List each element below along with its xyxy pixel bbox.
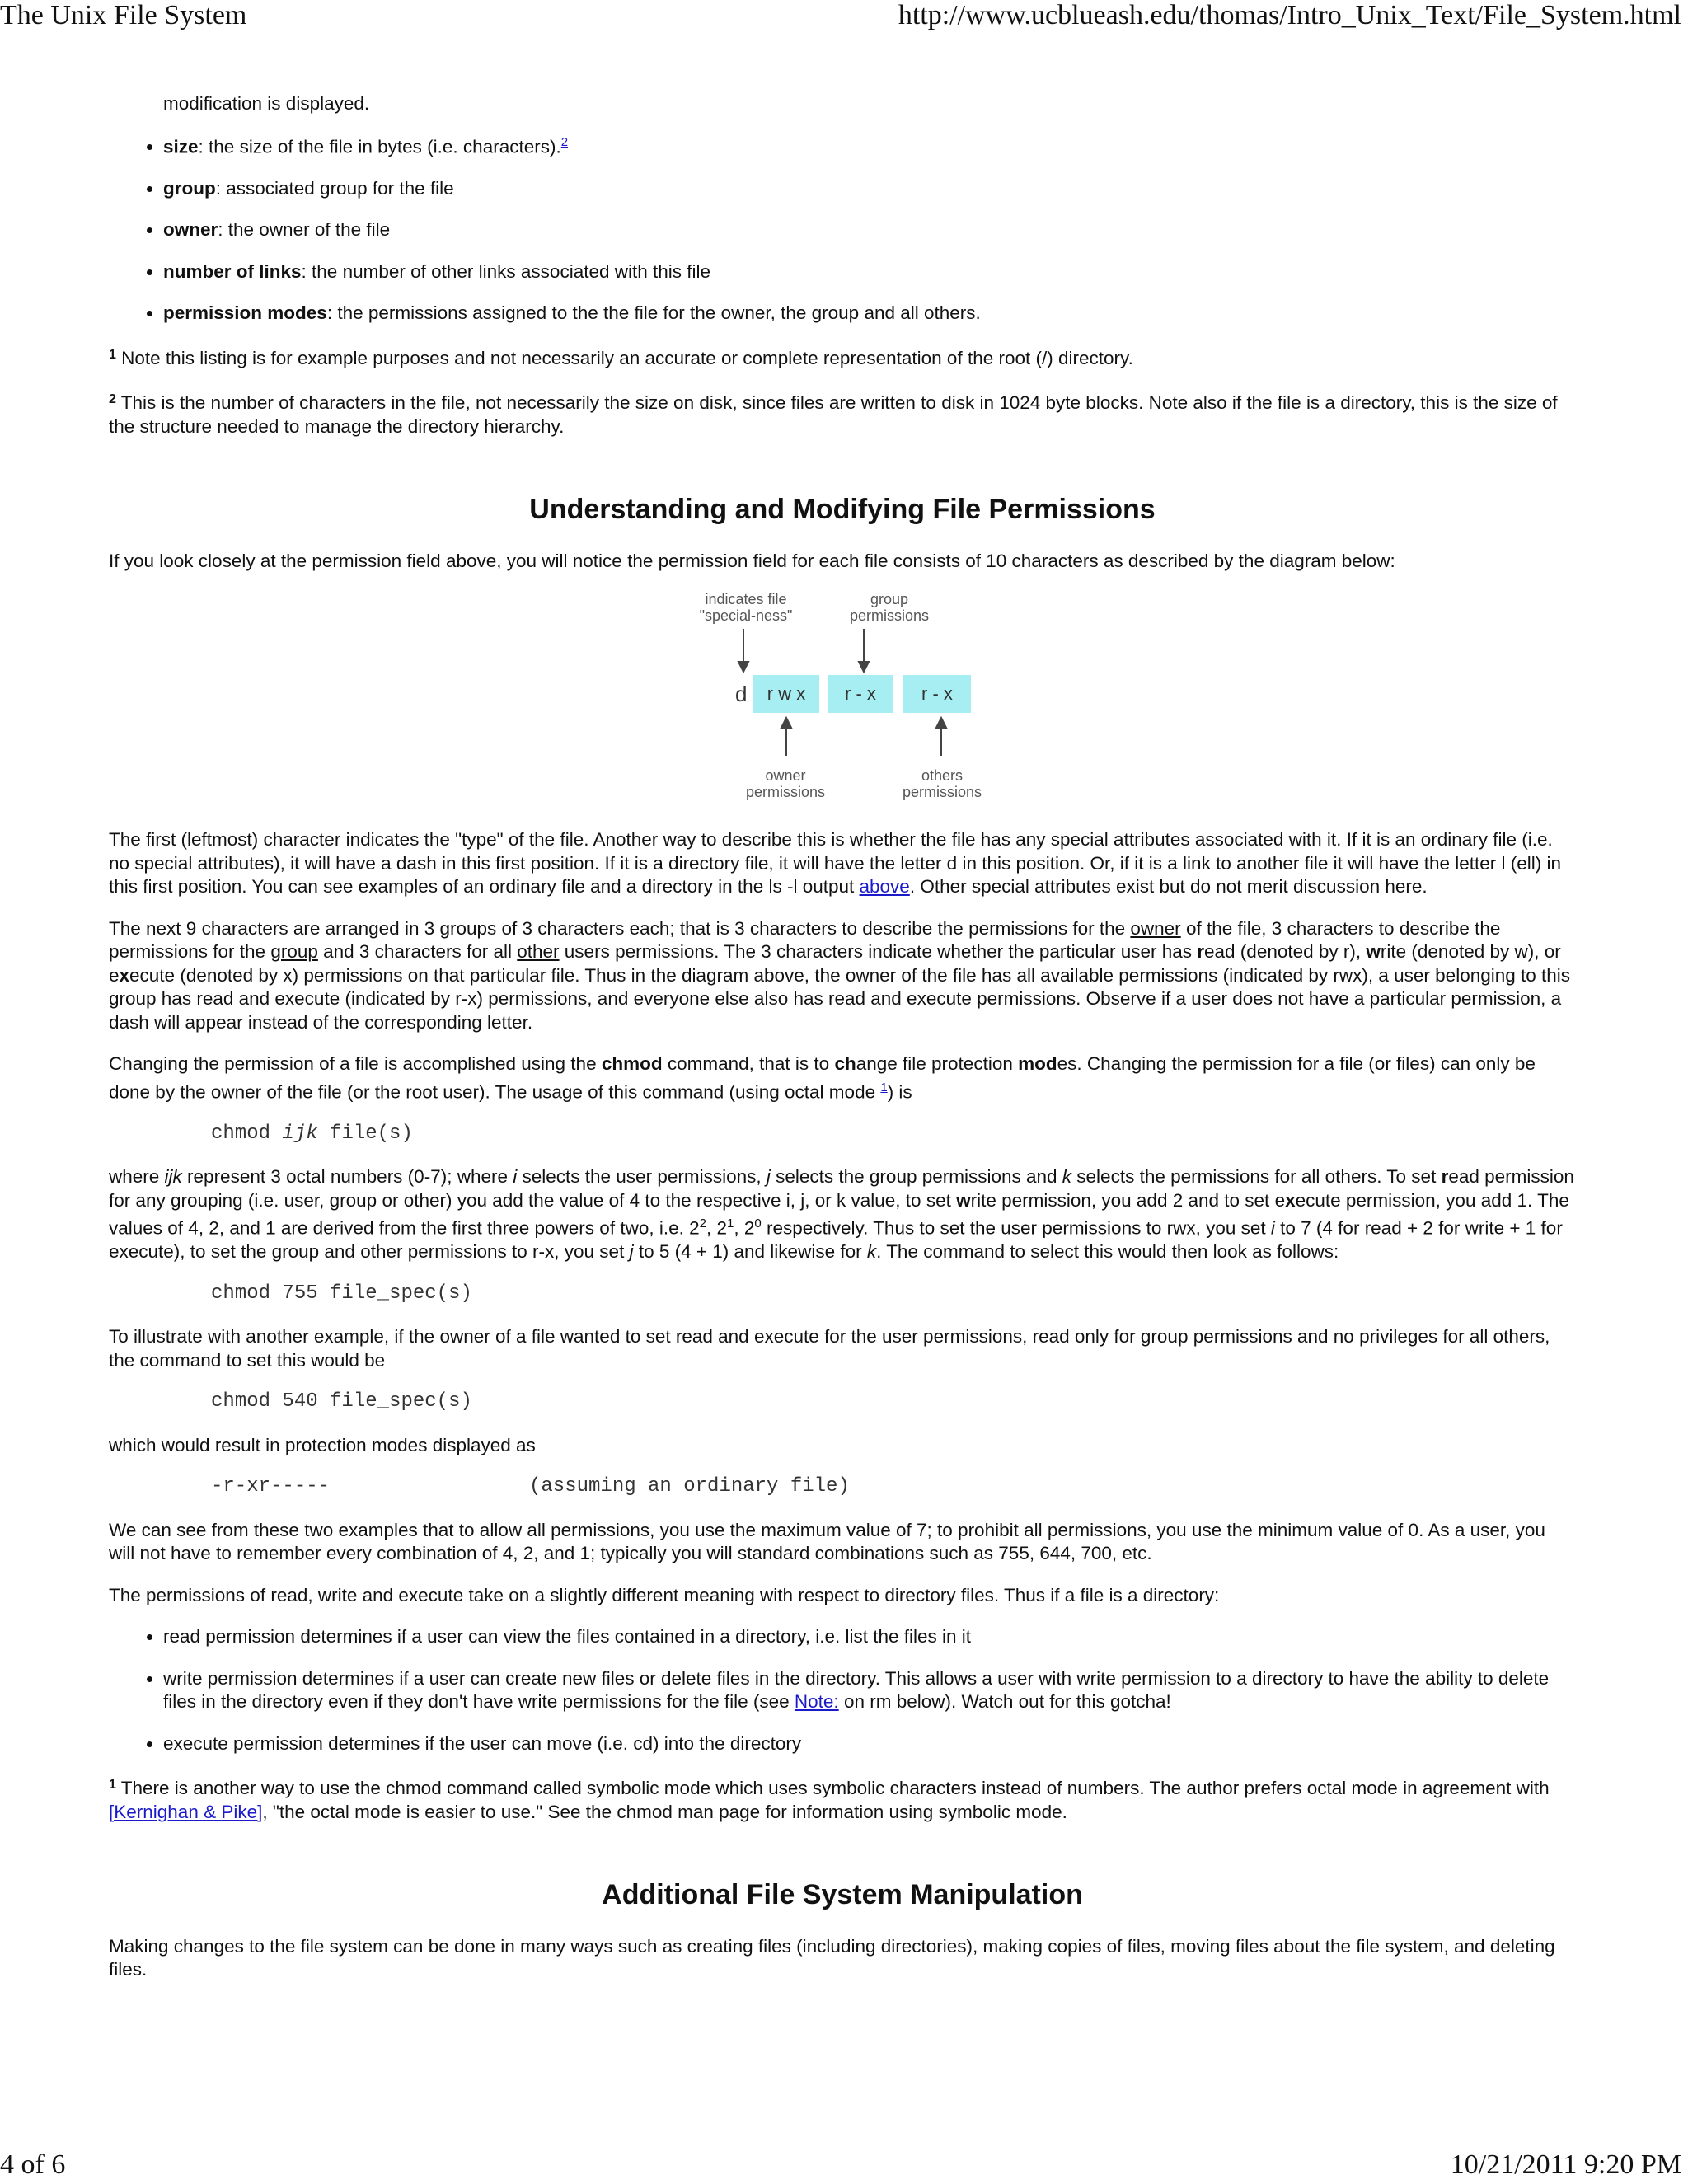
footnote-2 (109, 388, 1576, 438)
underlined-term: group (270, 941, 318, 962)
text-span: to 7 (4 for read + 2 for write + 1 for execute), to set the group and other permissions to r-x, you set (109, 1217, 1563, 1262)
field-term: size (163, 136, 199, 157)
text-span: users permissions. The 3 characters indicate whether the particular user has (559, 941, 1198, 962)
text-span: . Other special attributes exist but do not merit discussion here. (909, 876, 1428, 897)
text-span: command, that is to (662, 1053, 835, 1074)
code-protection-mode (109, 1475, 1576, 1499)
list-item (163, 131, 1576, 159)
text-span: selects the group permissions and (770, 1166, 1062, 1187)
field-desc: : the owner of the file (218, 219, 391, 240)
examples-paragraph: We can see from these two examples that to allow all permissions, you use the maximum value of 7; to prohibit all permissions, you use the minimum value of 0. As a user, you will not have to remember every combination of 4, 2, and 1; typically you will standard combinations such as 755, 644, 700, etc. (109, 1519, 1545, 1563)
label-owner-permissions (724, 767, 847, 800)
text-span: ecute permission, you add 1. The values of 4, 2, and 1 are derived from the first three powers of two, i.e. 2 (109, 1189, 1569, 1239)
permission-field-diagram (669, 591, 1015, 815)
bold-letter: w (1366, 941, 1381, 962)
field-desc: : the number of other links associated with this file (301, 260, 711, 282)
footnote-text: Note this listing is for example purposes and not necessarily an accurate or complete representation of the root (/) directory. (115, 347, 1133, 368)
print-footer-datetime: 10/21/2011 9:20 PM (1450, 2149, 1681, 2180)
text-span: write permission determines if a user can create new files or delete files in the directory. This allows a user with write permission to a directory to have the ability to delete files in the directory even if they don't have write permissions for the file (see (163, 1667, 1550, 1712)
text-span: rite (denoted by w), or e (109, 941, 1561, 986)
code-text: file(s) (317, 1122, 413, 1145)
superscript: 0 (754, 1216, 762, 1230)
bold-letter: w (956, 1189, 971, 1211)
italic-term: j (766, 1166, 771, 1187)
illustrate-paragraph: To illustrate with another example, if the owner of a file wanted to set read and execute for the user permissions, read only for group permissions and no privileges for all others, the command to set this would be (109, 1326, 1550, 1371)
footnote-number: 1 (109, 347, 116, 362)
text-span: ead (denoted by r), (1204, 941, 1367, 962)
result-paragraph: which would result in protection modes displayed as (109, 1434, 536, 1455)
italic-term: k (1062, 1166, 1072, 1187)
field-term: number of links (163, 260, 302, 282)
label-line: group (870, 591, 909, 607)
list-item (163, 260, 1576, 284)
page-content (109, 92, 1576, 1982)
field-desc: : the permissions assigned to the the file for the owner, the group and all others. (326, 302, 981, 323)
others-permission-box: r - x (903, 675, 971, 713)
italic-term: i (1270, 1217, 1275, 1239)
text-span: , "the octal mode is easier to use." See the chmod man page for information using symbolic mode. (262, 1801, 1067, 1822)
section-heading-manipulation: Additional File System Manipulation (602, 1879, 1083, 1910)
footnote-1 (109, 344, 1576, 371)
underlined-term: owner (1130, 917, 1181, 939)
code-italic: ijk (282, 1122, 318, 1145)
label-line: "special-ness" (699, 607, 793, 624)
section-heading-permissions: Understanding and Modifying File Permissions (529, 494, 1156, 525)
code-chmod-540: chmod 540 file_spec(s) (211, 1390, 472, 1413)
text-span: of the file, 3 characters to describe the permissions for the (109, 917, 1501, 962)
directory-paragraph: The permissions of read, write and execute take on a slightly different meaning with respect to directory files. Thus if a file is a directory: (109, 1584, 1220, 1605)
label-line: permissions (849, 607, 930, 624)
intro-text: modification is displayed. (163, 93, 370, 114)
bold-letter: r (1441, 1166, 1449, 1187)
text-span: represent 3 octal numbers (0-7); where (181, 1166, 513, 1187)
footnote-link-2[interactable]: 2 (560, 134, 569, 149)
print-footer-page: 4 of 6 (0, 2149, 66, 2180)
text-span: ead permission for any grouping (i.e. user, group or other) you add the value of 4 to the respective i, j, or k value, to set (109, 1166, 1574, 1211)
text-span: There is another way to use the chmod command called symbolic mode which uses symbolic characters instead of numbers. The author prefers octal mode in agreement with (115, 1778, 1550, 1798)
above-link[interactable]: above (859, 876, 910, 897)
text-span: Changing the permission of a file is accomplished using the (109, 1053, 602, 1074)
footnote-number: 1 (109, 1778, 116, 1792)
code-chmod-ijk (109, 1122, 1576, 1146)
text-span: The first (leftmost) character indicates the "type" of the file. Another way to describe this is whether the file has any special attributes associated with it. If it is an ordinary file (i.e. no special attributes), it will have a dash in this first position. If it is a directory file, it will have the letter d in this position. Or, if it is a link to another file it will have the letter l (ell) in this first position. You can see examples of an ordinary file and a directory in the ls -l output (109, 829, 1562, 897)
italic-term: k (866, 1241, 877, 1262)
manipulation-intro: Making changes to the file system can be done in many ways such as creating files (including directories), making copies of files, moving files about the file system, and deleting files. (109, 1935, 1555, 1980)
label-line: owner (765, 767, 806, 784)
text-span: to 5 (4 + 1) and likewise for (633, 1241, 867, 1262)
list-item (163, 1667, 1576, 1714)
octal-explanation-paragraph (109, 1165, 1576, 1264)
field-term: permission modes (163, 302, 327, 323)
field-term: group (163, 177, 216, 199)
bold-term: mod (1018, 1053, 1057, 1074)
listing-fields-list (109, 131, 1576, 326)
field-desc: : the size of the file in bytes (i.e. characters). (198, 136, 561, 157)
owner-permission-box: r w x (753, 675, 819, 713)
chmod-paragraph (109, 1052, 1576, 1104)
label-line: permissions (902, 784, 982, 800)
list-item: • execute permission determines if the user can move (i.e. cd) into the directory (163, 1732, 1576, 1756)
kernighan-pike-link[interactable]: [Kernighan & Pike] (109, 1801, 263, 1822)
italic-term: ijk (164, 1166, 182, 1187)
bold-letter: x (119, 964, 130, 986)
footnote-number: 2 (109, 392, 116, 406)
superscript: 1 (727, 1216, 734, 1230)
text-span: , 2 (706, 1217, 727, 1239)
code-text: (assuming an ordinary file) (529, 1475, 850, 1497)
print-header-url: http://www.ucblueash.edu/thomas/Intro_Unix_Text/File_System.html (898, 0, 1681, 30)
arrow-head-icon (738, 662, 748, 672)
list-item: • read permission determines if a user can view the files contained in a directory, i.e. list the files in it (163, 1625, 1576, 1649)
list-item (163, 302, 1576, 326)
directory-permissions-list (109, 1625, 1576, 1755)
text-span: . The command to select this would then look as follows: (876, 1241, 1339, 1262)
text-span: rite permission, you add 2 and to set e (970, 1189, 1286, 1211)
note-link[interactable]: Note: (794, 1691, 839, 1712)
field-desc: : associated group for the file (215, 177, 454, 199)
text-span: on rm below). Watch out for this gotcha! (838, 1691, 1171, 1712)
code-text: chmod (211, 1122, 283, 1145)
code-chmod-755: chmod 755 file_spec(s) (211, 1282, 472, 1305)
text-span: ange file protection (856, 1053, 1019, 1074)
arrow-head-icon (859, 662, 869, 672)
text-span: ) is (887, 1081, 912, 1102)
list-item (163, 177, 1576, 201)
file-type-paragraph (109, 828, 1576, 899)
italic-term: j (629, 1241, 634, 1262)
text-span: where (109, 1166, 165, 1187)
arrow-head-icon (781, 718, 791, 728)
label-line: permissions (745, 784, 826, 800)
code-text: -r-xr----- (211, 1475, 331, 1497)
footnote-symbolic-mode (109, 1774, 1576, 1824)
text-span: , 2 (734, 1217, 755, 1239)
text-span: selects the permissions for all others. To set (1071, 1166, 1442, 1187)
text-span: selects the user permissions, (517, 1166, 767, 1187)
superscript: 2 (699, 1216, 706, 1230)
text-span: es. Changing the permission for a file (or files) can only be done by the owner of the file (or the root user). The usage of this command (using octal mode (109, 1053, 1536, 1102)
label-line: others (921, 767, 964, 784)
nine-characters-paragraph (109, 917, 1576, 1035)
text-span: and 3 characters for all (317, 941, 518, 962)
label-others-permissions (880, 767, 1004, 800)
list-item (163, 218, 1576, 242)
arrow-head-icon (936, 718, 946, 728)
italic-term: i (513, 1166, 518, 1187)
footnote-link-1[interactable]: 1 (880, 1080, 888, 1094)
bold-term: ch (834, 1053, 856, 1074)
bold-term: chmod (601, 1053, 663, 1074)
field-term: owner (163, 219, 218, 240)
bold-letter: r (1197, 941, 1205, 962)
underlined-term: other (517, 941, 560, 962)
footnote-text: This is the number of characters in the file, not necessarily the size on disk, since files are written to disk in 1024 byte blocks. Note also if the file is a directory, this is the size of the structure needed to manage the directory hierarchy. (109, 392, 1558, 437)
print-header-title: The Unix File System (0, 0, 247, 30)
label-line: indicates file (705, 591, 787, 607)
text-span: The next 9 characters are arranged in 3 groups of 3 characters each; that is 3 characters to describe the permissions for the (109, 917, 1131, 939)
text-span: respectively. Thus to set the user permissions to rwx, you set (761, 1217, 1271, 1239)
bold-letter: x (1285, 1189, 1296, 1211)
permissions-intro: If you look closely at the permission field above, you will notice the permission field for each file consists of 10 characters as described by the diagram below: (109, 550, 1395, 571)
type-char: d (735, 682, 748, 706)
group-permission-box: r - x (828, 675, 893, 713)
text-span: ecute (denoted by x) permissions on that particular file. Thus in the diagram above, the owner of the file has all available permissions (indicated by rwx), a user belonging to this group has read and execute (indicated by r-x) permissions, and everyone else also has read and execute permissions. Observe if a user does not have a particular permission, a dash will appear instead of the corresponding letter. (109, 964, 1571, 1033)
